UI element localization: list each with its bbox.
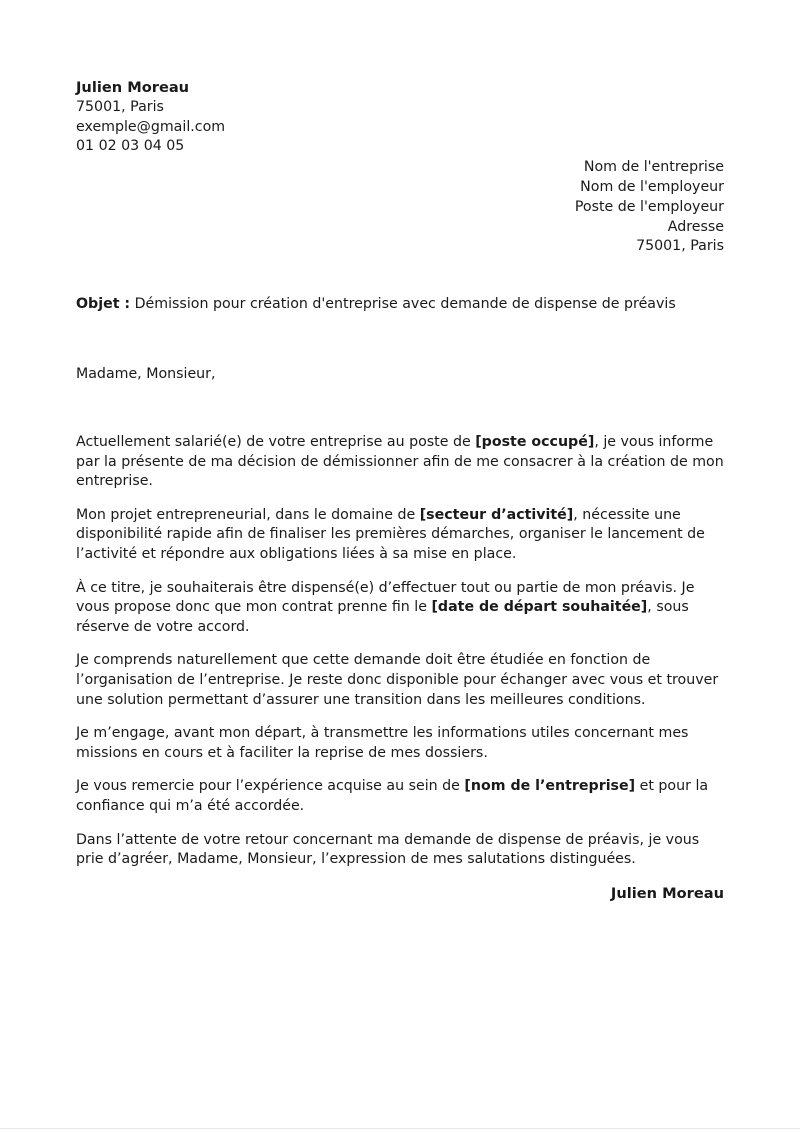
signature: Julien Moreau — [610, 884, 724, 902]
subject-text: Démission pour création d'entreprise avec demande de dispense de préavis — [130, 296, 676, 313]
paragraph-7: Dans l’attente de votre retour concernant ma demande de dispense de préavis, je vous prie d’agréer, Madame, Monsieur, l’expression de mes salutations distinguées. — [76, 831, 700, 868]
placeholder-date-depart: [date de départ souhaitée] — [431, 599, 648, 616]
recipient-block — [76, 158, 724, 257]
subject-line — [76, 295, 724, 315]
sender-city: 75001, Paris — [76, 98, 164, 115]
recipient-company: Nom de l'entreprise — [583, 159, 724, 176]
recipient-city: 75001, Paris — [636, 238, 724, 255]
paragraph-2-text-a: Mon projet entrepreneurial, dans le domaine de — [76, 506, 420, 523]
paragraph-6 — [76, 777, 724, 817]
recipient-position: Poste de l'employeur — [574, 198, 724, 215]
placeholder-nom-entreprise: [nom de l’entreprise] — [464, 778, 636, 795]
sender-block — [76, 78, 724, 157]
paragraph-4: Je comprends naturellement que cette demande doit être étudiée en fonction de l’organisation de l’entreprise. Je reste donc disponible pour échanger avec vous et trouver une solution permettant d’assurer une transition dans les meilleures conditions. — [76, 652, 719, 709]
recipient-employer: Nom de l'employeur — [580, 178, 724, 195]
paragraph-6-text-a: Je vous remercie pour l’expérience acquise au sein de — [76, 778, 465, 795]
paragraph-2 — [76, 506, 724, 565]
placeholder-poste-occupe: [poste occupé] — [475, 433, 595, 450]
sender-phone: 01 02 03 04 05 — [76, 138, 185, 155]
recipient-address: Adresse — [667, 218, 724, 235]
paragraph-1 — [76, 433, 724, 492]
placeholder-secteur-activite: [secteur d’activité] — [419, 506, 574, 523]
sender-email: exemple@gmail.com — [76, 118, 226, 135]
sender-name: Julien Moreau — [76, 79, 190, 96]
paragraph-1-text-a: Actuellement salarié(e) de votre entreprise au poste de — [76, 433, 476, 450]
letter-body — [76, 433, 724, 870]
paragraph-3-text-a: À ce titre, je souhaiterais être dispensé(e) d’effectuer tout ou partie de mon préavis. Je vous propose donc que mon contrat prenne fin le — [76, 579, 695, 616]
salutation: Madame, Monsieur, — [76, 365, 216, 382]
subject-label: Objet : — [76, 296, 131, 313]
paragraph-3 — [76, 579, 724, 638]
paragraph-5: Je m’engage, avant mon départ, à transmettre les informations utiles concernant mes missions en cours et à faciliter la reprise de mes dossiers. — [76, 725, 689, 762]
paragraph-3-text-b: , sous réserve de votre accord. — [76, 599, 689, 636]
paragraph-2-text-b: , nécessite une disponibilité rapide afin de finaliser les premières démarches, organiser le lancement de l’activité et répondre aux obligations liées à sa mise en place. — [76, 506, 705, 563]
page-bottom-rule — [0, 1128, 800, 1129]
letter — [76, 78, 724, 903]
paragraph-1-text-b: , je vous informe par la présente de ma décision de démissionner afin de me consacrer à la création de mon entreprise. — [76, 433, 724, 490]
paragraph-6-text-b: et pour la confiance qui m’a été accordée. — [76, 778, 709, 815]
